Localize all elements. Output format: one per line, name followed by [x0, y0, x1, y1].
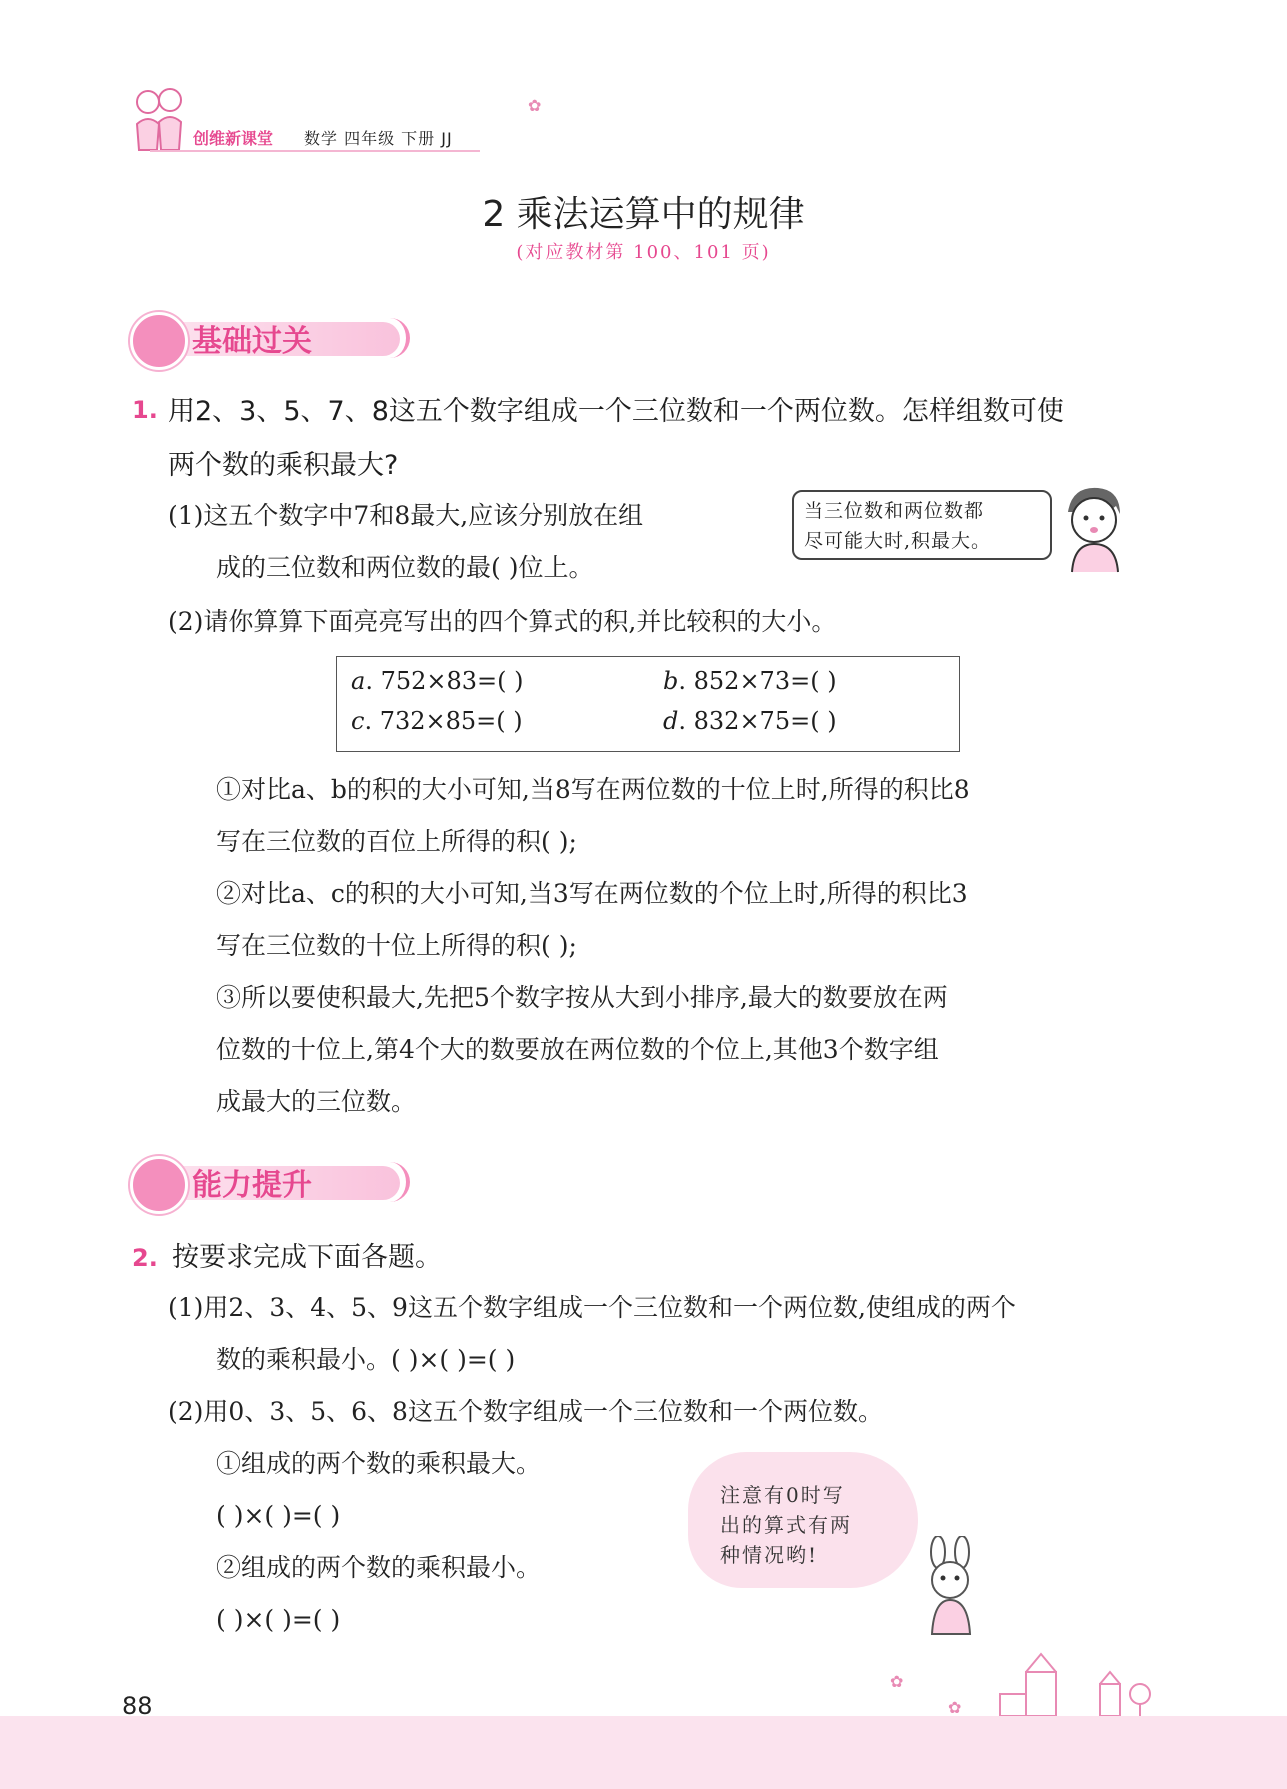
calc-a — [351, 667, 524, 695]
sparkle-icon: ✿ — [890, 1672, 904, 1691]
step-text: ①对比a、b的积的大小可知,当8写在两位数的十位上时,所得的积比8 — [216, 775, 970, 804]
hint-text: 尽可能大时,积最大。 — [804, 530, 992, 552]
calc-c — [351, 707, 523, 735]
part-text: (1)这五个数字中7和8最大,应该分别放在组 — [168, 501, 644, 530]
step-text: ③所以要使积最大,先把5个数字按从大到小排序,最大的数要放在两 — [216, 983, 948, 1012]
cartoon-rabbit-illustration — [912, 1536, 988, 1636]
part-text: 成的三位数和两位数的最( )位上。 — [216, 553, 594, 582]
calc-label: b — [663, 667, 679, 695]
question-number: 1. — [132, 396, 158, 424]
header-kids-illustration — [128, 84, 188, 154]
part-text: (2)用0、3、5、6、8这五个数字组成一个三位数和一个两位数。 — [168, 1397, 883, 1426]
cartoon-boy-illustration — [1058, 482, 1126, 574]
hint-text: 种情况哟! — [720, 1543, 819, 1567]
page-number: 88 — [122, 1692, 153, 1720]
section-banner-advanced — [130, 1156, 430, 1210]
hint-text: 出的算式有两 — [720, 1513, 852, 1537]
header-brand: 创维新课堂 — [193, 129, 274, 148]
calc-expression: . 852×73=( ) — [678, 667, 837, 695]
step-text: 位数的十位上,第4个大的数要放在两位数的个位上,其他3个数字组 — [216, 1035, 939, 1064]
question-number: 2. — [132, 1244, 158, 1272]
calc-label: d — [663, 707, 679, 735]
calculation-box — [336, 656, 960, 752]
calc-d — [663, 707, 837, 735]
question-text: 用2、3、5、7、8这五个数字组成一个三位数和一个两位数。怎样组数可使 — [168, 396, 1064, 427]
calc-b — [663, 667, 837, 695]
hint-cloud-text — [720, 1480, 852, 1570]
answer-blank: ( )×( )=( ) — [216, 1501, 341, 1530]
step-text: 写在三位数的百位上所得的积( ); — [216, 827, 577, 856]
part-text: (2)请你算算下面亮亮写出的四个算式的积,并比较积的大小。 — [168, 607, 837, 636]
castle-decoration-icon — [990, 1650, 1170, 1716]
header-underline — [150, 150, 480, 152]
calc-expression: . 832×75=( ) — [678, 707, 837, 735]
calc-label: a — [351, 667, 366, 695]
calc-label: c — [351, 707, 365, 735]
footer-band — [0, 1716, 1287, 1789]
part-text: (1)用2、3、4、5、9这五个数字组成一个三位数和一个两位数,使组成的两个 — [168, 1293, 1016, 1322]
step-text: ②组成的两个数的乘积最小。 — [216, 1553, 542, 1582]
step-text: 成最大的三位数。 — [216, 1087, 417, 1116]
question-text: 两个数的乘积最大? — [168, 450, 399, 481]
question-text: 按要求完成下面各题。 — [172, 1242, 442, 1273]
calc-expression: . 752×83=( ) — [365, 667, 524, 695]
section-label: 能力提升 — [192, 1168, 312, 1203]
sparkle-icon: ✿ — [948, 1698, 962, 1717]
hint-text: 注意有0时写 — [720, 1483, 845, 1507]
header-book-info: 数学 四年级 下册 JJ — [304, 129, 453, 148]
step-text: 写在三位数的十位上所得的积( ); — [216, 931, 577, 960]
calc-expression: . 732×85=( ) — [364, 707, 523, 735]
page-title: 2 乘法运算中的规律 — [482, 194, 805, 235]
step-text: ①组成的两个数的乘积最大。 — [216, 1449, 542, 1478]
hint-text: 当三位数和两位数都 — [804, 500, 985, 522]
sparkle-icon: ✿ — [528, 96, 542, 115]
page-subtitle: (对应教材第 100、101 页) — [516, 242, 771, 263]
answer-blank: ( )×( )=( ) — [216, 1605, 341, 1634]
step-text: ②对比a、c的积的大小可知,当3写在两位数的个位上时,所得的积比3 — [216, 879, 968, 908]
section-label: 基础过关 — [192, 324, 312, 359]
part-text: 数的乘积最小。( )×( )=( ) — [216, 1345, 516, 1374]
hint-speech-bubble — [792, 490, 1052, 560]
cartoon-reader-icon — [130, 312, 188, 370]
cartoon-girl-icon — [130, 1156, 188, 1214]
section-banner-basic — [130, 312, 430, 366]
